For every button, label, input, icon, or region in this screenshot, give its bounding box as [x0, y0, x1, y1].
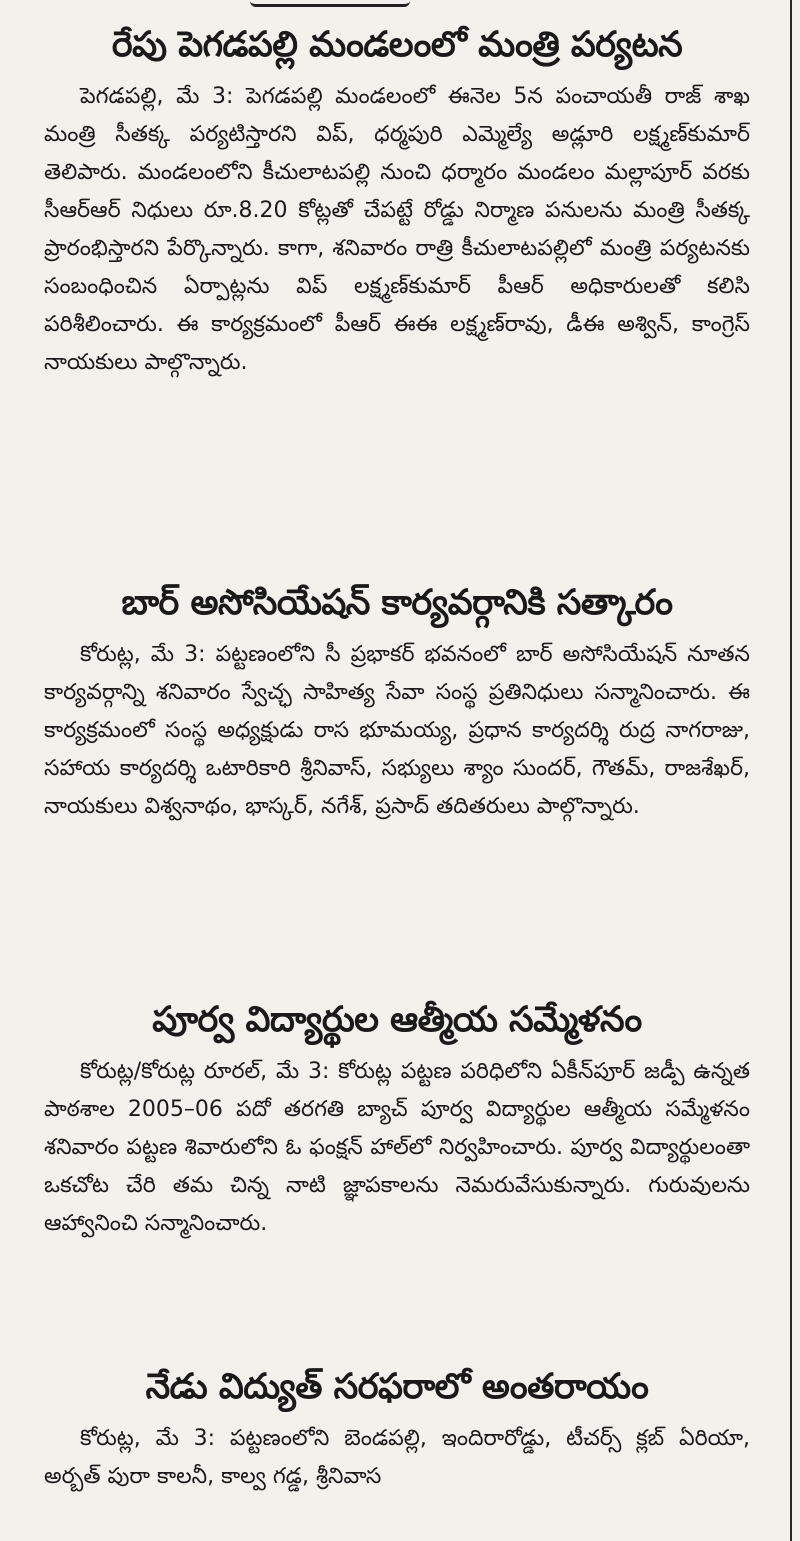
- headline: బార్ అసోసియేషన్ కార్యవర్గానికి సత్కారం: [121, 583, 673, 623]
- article-body: కోరుట్ల, మే 3: పట్టణంలోని సీ ప్రభాకర్ భవనంలో బార్ అసోసియేషన్ నూతన కార్యవర్గాన్ని శనివారం స్వేచ్ఛ సాహిత్య సేవా సంస్థ ప్రతినిధులు సన్మానించారు. ఈ కార్యక్రమంలో సంస్థ అధ్యక్షుడు రాస భూమయ్య, ప్రధాన కార్యదర్శి రుద్ర నాగరాజు, సహాయ కార్యదర్శి ఒటారికారి శ్రీనివాస్, సభ్యులు శ్యాం సుందర్, గౌతమ్, రాజశేఖర్, నాయకులు విశ్వనాథం, భాస్కర్, నగేశ్, ప్రసాద్ తదితరులు పాల్గొన్నారు.: [44, 642, 750, 819]
- column-rule: [790, 0, 792, 1541]
- article-alumni-meet: [44, 995, 750, 1243]
- headline: రేపు పెగడపల్లి మండలంలో మంత్రి పర్యటన: [111, 25, 683, 65]
- headline: పూర్వ విద్యార్థుల ఆత్మీయ సమ్మేళనం: [152, 1000, 642, 1040]
- previous-article-fragment: [0, 0, 800, 8]
- article-power-outage: [44, 1362, 750, 1496]
- article-body: కోరుట్ల, మే 3: పట్టణంలోని బెండపల్లి, ఇందిరారోడ్డు, టీచర్స్ క్లబ్ ఏరియా, అర్బత్ పురా కాలనీ, కాల్వ గడ్డ, శ్రీనివాస: [44, 1426, 750, 1489]
- cut-text-stroke: [250, 0, 410, 7]
- article-minister-visit: [44, 20, 750, 382]
- headline: నేడు విద్యుత్ సరఫరాలో అంతరాయం: [145, 1367, 649, 1407]
- article-body: కోరుట్ల/కోరుట్ల రూరల్, మే 3: కోరుట్ల పట్టణ పరిధిలోని ఏకీన్‌పూర్ జడ్పీ ఉన్నత పాఠశాల 2005–06 పదో తరగతి బ్యాచ్ పూర్వ విద్యార్థుల ఆత్మీయ సమ్మేళనం శనివారం పట్టణ శివారులోని ఓ ఫంక్షన్ హాల్‌లో నిర్వహించారు. పూర్వ విద్యార్థులంతా ఒకచోట చేరి తమ చిన్న నాటి జ్ఞాపకాలను నెమరువేసుకున్నారు. గురువులను ఆహ్వానించి సన్మానించారు.: [44, 1059, 750, 1236]
- article-bar-association: [44, 578, 750, 826]
- article-body: పెగడపల్లి, మే 3: పెగడపల్లి మండలంలో ఈనెల 5న పంచాయతీ రాజ్ శాఖ మంత్రి సీతక్క పర్యటిస్తారని విప్, ధర్మపురి ఎమ్మెల్యే అడ్లూరి లక్ష్మణ్‌కుమార్ తెలిపారు. మండలంలోని కీచులాటపల్లి నుంచి ధర్మారం మండలం మల్లాపూర్ వరకు సీఆర్ఆర్ నిధులు రూ.8.20 కోట్లతో చేపట్టే రోడ్డు నిర్మాణ పనులను మంత్రి సీతక్క ప్రారంభిస్తారని పేర్కొన్నారు. కాగా, శనివారం రాత్రి కీచులాటపల్లిలో మంత్రి పర్యటనకు సంబంధించిన ఏర్పాట్లను విప్ లక్ష్మణ్‌కుమార్ పీఆర్ అధికారులతో కలిసి పరిశీలించారు. ఈ కార్యక్రమంలో పీఆర్ ఈఈ లక్ష్మణ్‌రావు, డీఈ అశ్విన్, కాంగ్రెస్ నాయకులు పాల్గొన్నారు.: [44, 84, 750, 375]
